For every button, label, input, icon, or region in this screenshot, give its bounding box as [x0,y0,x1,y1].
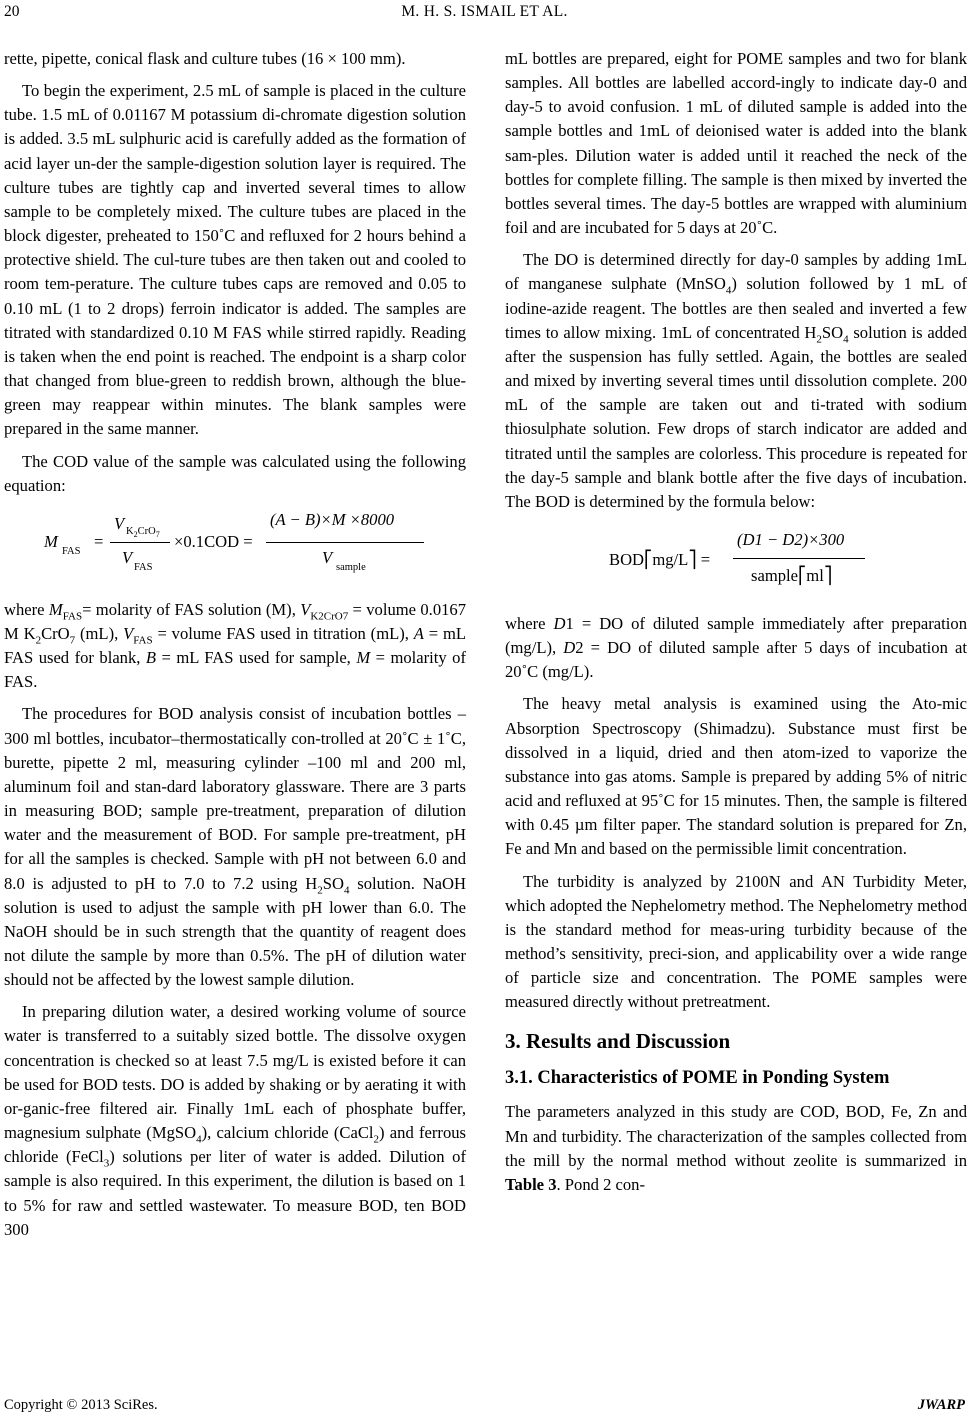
fraction-bar [266,542,424,543]
paragraph: The DO is determined directly for day-0 samples by adding 1mL of manganese sulphate (MnSO$_4$) solution followed by 1 mL of iodine-azide reagent. The bottles are then sealed and inverted a few times to allow mixing. 1mL of concentrated $H_2SO_4$ solution is added after the suspension has fully settled. Again, the bottles are sealed and mixed by inverting several times until dissolution complete. 200 mL of the sample are taken out and ti-trated with sodium thiosulphate solution. Few drops of starch indicator are added and titrated until the samples are colorless. This procedure is repeated for the day-5 sample and blank bottle after the five days of incubation. The BOD is determined by the formula below: [505,250,967,511]
eq-symbol: M [44,531,58,551]
paragraph: In preparing dilution water, a desired working volume of source water is transferred to a suitably sized bottle. The dissolve oxygen concentration is checked so at least 7.5 mg/L is existed before it can be used for BOD tests. DO is added by shaking or by aerating it with or-ganic-free filtered air. Finally 1mL each of phosphate buffer, magnesium sulphate (MgSO$_4$), calcium chloride (CaCl$_2$) and ferrous chloride (FeCl$_3$) solutions per liter of water is added. Dilution of sample is also required. In this experiment, the dilution is based on 1 to 5% for raw and settled wastewater. To measure BOD, ten BOD 300 [4,1002,466,1239]
paragraph: mL bottles are prepared, eight for POME samples and two for blank samples. All bottles are labelled accord-ingly to indicate day-0 and day-5 to avoid confusion. 1 mL of diluted sample is added into the sample bottles and 1mL of deionised water is added into the blank sam-ples. Dilution water is added until it reached the neck of the bottles for complete filling. The sample is then mixed by inverted the bottles several times. The day-5 bottles are wrapped with aluminium foil and are incubated for 5 days at 20˚C. [505,49,967,238]
eq-subscript: $K_2CrO_7$ [126,525,160,539]
table-reference[interactable]: Table 3 [505,1174,557,1194]
eq-text: (D1 − D2)×300 [737,529,845,549]
eq-text: (A − B)×M ×8000 [270,509,395,529]
bod-equation [505,526,967,592]
eq-subscript: sample [336,561,366,573]
eq-symbol: V [322,547,333,567]
cod-equation [4,502,466,584]
right-column [505,47,967,1205]
subsection-heading: 3.1. Characteristics of POME in Ponding System [505,1068,890,1089]
eq-text: sample⎡ml⎤ [751,565,833,585]
paragraph: The parameters analyzed in this study are COD, BOD, Fe, Zn and Mn and turbidity. The characterization of the samples collected from the mill by the normal method without zeolite is summarized in Table 3. Pond 2 con- [505,1102,967,1194]
paragraph: The heavy metal analysis is examined using the Ato-mic Absorption Spectroscopy (Shimadzu). Substance must first be dissolved in a liquid, dried and then atom-ized to vaporize the substance into gas atoms. Sample is prepared by adding 5% of nitric acid and refluxed at 95˚C for 15 minutes. Then, the sample is filtered with 0.45 µm filter paper. The standard solution is prepared for Zn, Fe and Mn and based on the permissible limit concentration. [505,694,967,859]
eq-text: ×0.1COD = [174,531,253,551]
section-heading: 3. Results and Discussion [505,1029,731,1054]
paragraph: where D1 = DO of diluted sample immediately after preparation (mg/L), D2 = DO of diluted sample after 5 days of incubation at 20˚C (mg/L). [505,613,967,682]
eq-subscript: FAS [62,545,81,557]
page-number: 20 [4,3,20,20]
paragraph: The procedures for BOD analysis consist of incubation bottles –300 ml bottles, incubator–thermostatically con-trolled at 20˚C ± 1˚C, burette, pipette 2 ml, measuring cylinder –100 ml and 200 ml, aluminum foil and stan-dard laboratory glassware. There are 3 parts in measuring BOD; sample pre-treatment, preparation of dilution water and the measurement of BOD. For sample pre-treatment, pH for all the samples is checked. Sample with pH not between 6.0 and 8.0 is adjusted to pH to 7.0 to 7.2 using $H_2SO_4$ solution. NaOH solution is used to adjust the sample with pH lower than 6.0. The NaOH should be in such strength that the quantity of reagent does not dilute the sample by more than 0.5%. The pH of dilution water should not be affected by the lowest sample dilution. [4,704,466,990]
paragraph: The turbidity is analyzed by 2100N and AN Turbidity Meter, which adopted the Nephelometry method. The Nephelometry method is the standard method for meas-uring turbidity because of the method’s sensitivity, preci-sion, and applicability over a wide range of particle size and concentration. The POME samples were measured directly without pretreatment. [505,871,967,1012]
left-column [4,47,466,1250]
eq-subscript: FAS [134,561,153,573]
page-header [0,3,969,25]
fraction-bar [110,542,170,543]
paragraph: where $M_{FAS}=$ molarity of FAS solution (M), $V_{K2CrO7}$ = volume 0.0167 M $K_2CrO_7$ (mL), $V_{FAS}$ = volume FAS used in titration (mL), A = mL FAS used for blank, B = mL FAS used for sample, M = molarity of FAS. [4,599,467,692]
eq-symbol: V [114,513,125,533]
journal-name: JWARP [917,1397,965,1413]
eq-text: BOD⎡mg/L⎤ = [609,549,711,569]
paragraph: rette, pipette, conical flask and culture tubes (16 × 100 mm). [4,49,406,68]
paragraph: To begin the experiment, 2.5 mL of sample is placed in the culture tube. 1.5 mL of 0.01167 M potassium di-chromate digestion solution is added. 3.5 mL sulphuric acid is carefully added as the formation of acid layer un-der the sample-digestion solution layer is required. The culture tubes are tightly cap and inverted several times to allow sample to be completely mixed. The culture tubes are placed in the block digester, preheated to 150˚C and refluxed for 2 hours behind a protective shield. The cul-ture tubes are then taken out and cooled to room tem-perature. The culture tubes caps are removed and 0.05 to 0.10 mL (1 to 2 drops) ferroin indicator is added. The samples are titrated with standardized 0.10 M FAS while stirred rapidly. Reading is taken when the end point is reached. The endpoint is a sharp color that changed from blue-green to reddish brown, although the blue-green may reappear within minutes. The blank samples were prepared in the same manner. [4,81,466,439]
eq-symbol: = [94,531,104,551]
eq-symbol: V [122,547,133,567]
fraction-bar [733,558,865,559]
running-head: M. H. S. ISMAIL ET AL. [401,3,568,20]
paragraph: The COD value of the sample was calculated using the following equation: [4,451,466,495]
copyright: Copyright © 2013 SciRes. [4,1397,158,1413]
